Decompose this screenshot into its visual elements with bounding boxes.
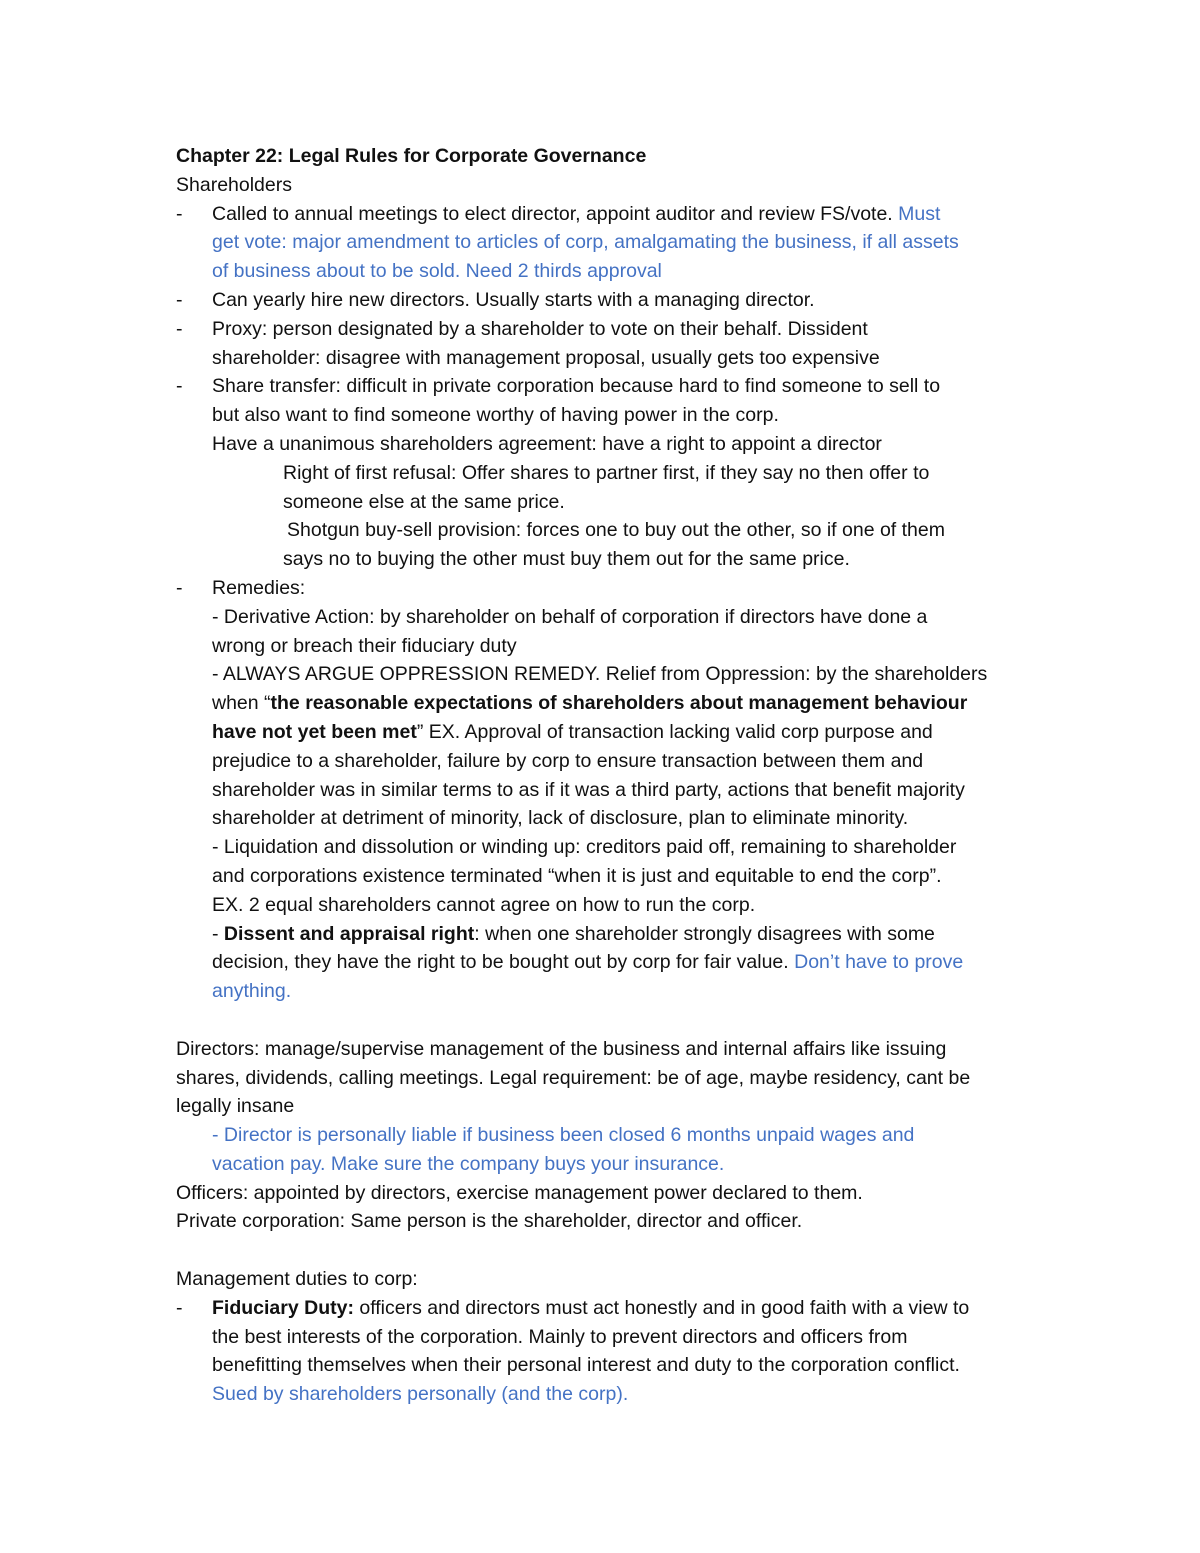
bullet-fiduciary-duty: - Fiduciary Duty: officers and directors must act honestly and in good faith with a view to the best interests of the corporation. Mainly to prevent directors and officers from benefitting themselves when their personal interest and duty to the corporation conflict. Sued by shareholders personally (and the corp). bbox=[176, 1294, 1070, 1409]
private-corp-paragraph: Private corporation: Same person is the shareholder, director and officer. bbox=[176, 1210, 803, 1233]
bullet-dash: - bbox=[176, 317, 183, 340]
highlight-note: get vote: major amendment to articles of corp, amalgamating the business, if all assets bbox=[212, 231, 959, 254]
bullet-dash: - bbox=[176, 1296, 183, 1319]
bullet-share-transfer: - Share transfer: difficult in private corporation because hard to find someone to sell to but also want to find someone worthy of having power in the corp. Have a unanimous shareholders agreement: have a right to appoint a director Right of first refusal: Offer shares to partner first, if they say no then offer to someone else at the same price. Shotgun buy-sell provision: forces one to buy out the other, so if one of them says no to buying the other must buy them out for the same price. bbox=[176, 372, 1070, 574]
highlight-note: Don’t have to prove bbox=[794, 951, 964, 974]
bullet-annual-meetings: - Called to annual meetings to elect director, appoint auditor and review FS/vote. Must get vote: major amendment to articles of corp, amalgamating the business, if all assets of business about to be sold. Need 2 thirds approval bbox=[176, 200, 1070, 286]
highlight-note: vacation pay. Make sure the company buys your insurance. bbox=[212, 1152, 725, 1175]
remedies-heading: Remedies: bbox=[212, 576, 306, 599]
remedy-derivative: - Derivative Action: by shareholder on behalf of corporation if directors have done a bbox=[212, 605, 928, 628]
document-page: Chapter 22: Legal Rules for Corporate Governance Shareholders - Called to annual meetings to elect director, appoint auditor and review FS/vote. Must get vote: major amendment to articles of corp, amalgamating the business, if all assets of business about to be sold. Need 2 thirds approval - Can yearly hire new directors. Usually starts with a managing director. - Proxy: person designated by a shareholder to vote on their behalf. Dissident shareholder: disagree with management proposal, usually gets too expensive - Share transfer: difficult in private corporation because hard to find someone to sell to but also want to find someone worthy of having power in the corp. Have a unanimous shareholders agreement: have a right to appoint a director Right of first refusal: Offer shares to partner first, if they say no then offer to someone else at the same price. Shotgun buy-sell provision: forces one to buy out the other, so if one of them says no to buying the other must buy them out for the same price. - Remedies: - Derivative Action: by shareholder on behalf of corporation if directors have done a wrong or breach their fiduciary duty - ALWAYS ARGUE OPPRESSION REMEDY. Relief from Oppression: by the shareholders when “the reasonable expectations of shareholders about management behaviour have not yet been met” EX. Approval of transaction lacking valid corp purpose and prejudice to a shareholder, failure by corp to ensure transaction between them and shareholder was in similar terms to as if it was a third party, actions that benefit majority shareholder at detriment of minority, lack of disclosure, plan to eliminate minority. - Liquidation and dissolution or winding up: creditors paid off, remaining to shareholder and corporations existence terminated “when it is just and equitable to end the corp”. EX. 2 equal shareholders cannot agree on how to run the corp. - Dissent and appraisal right: when one shareholder strongly disagrees with some decision, they have the right to be bought out by corp for fair value. Don’t have to prove anything. Directors: manage/supervise management of the business and internal affairs like issuing shares, dividends, calling meetings. Legal requirement: be of age, maybe residency, cant be legally insane - Director is personally liable if business been closed 6 months unpaid wages and vacation pay. Make sure the company buys your insurance. Officers: appointed by directors, exercise management power declared to them. Private corporation: Same person is the shareholder, director and officer. Management duties to corp: - Fiduciary Duty: officers and directors must act honestly and in good faith with a view to the best interests of the corporation. Mainly to prevent directors and officers from benefitting themselves when their personal interest and duty to the corporation conflict. Sued by shareholders personally (and the corp). bbox=[0, 0, 1200, 1553]
highlight-note: Sued by shareholders personally (and the corp). bbox=[212, 1383, 629, 1406]
page-title: Chapter 22: Legal Rules for Corporate Governance bbox=[176, 145, 647, 167]
directors-paragraph: Directors: manage/supervise management of the business and internal affairs like issuing bbox=[176, 1037, 947, 1060]
bullet-dash: - bbox=[176, 202, 183, 225]
paragraph-gap bbox=[176, 1236, 1070, 1265]
officers-paragraph: Officers: appointed by directors, exercise management power declared to them. bbox=[176, 1181, 863, 1204]
highlight-note: - Director is personally liable if business been closed 6 months unpaid wages and bbox=[212, 1124, 915, 1147]
remedy-dissent: - Dissent and appraisal right: when one shareholder strongly disagrees with some bbox=[212, 922, 935, 945]
highlight-note: Must bbox=[898, 202, 941, 225]
management-heading: Management duties to corp: bbox=[176, 1268, 418, 1291]
paragraph-gap bbox=[176, 1006, 1070, 1035]
bullet-dash: - bbox=[176, 288, 183, 311]
bullet-proxy: - Proxy: person designated by a shareholder to vote on their behalf. Dissident shareholder: disagree with management proposal, usually gets too expensive bbox=[176, 315, 1070, 373]
sub-item-first-refusal: Right of first refusal: Offer shares to partner first, if they say no then offer to bbox=[283, 461, 930, 484]
bullet-remedies: - Remedies: - Derivative Action: by shareholder on behalf of corporation if directors have done a wrong or breach their fiduciary duty - ALWAYS ARGUE OPPRESSION REMEDY. Relief from Oppression: by the shareholders when “the reasonable expectations of shareholders about management behaviour have not yet been met” EX. Approval of transaction lacking valid corp purpose and prejudice to a shareholder, failure by corp to ensure transaction between them and shareholder was in similar terms to as if it was a third party, actions that benefit majority shareholder at detriment of minority, lack of disclosure, plan to eliminate minority. - Liquidation and dissolution or winding up: creditors paid off, remaining to shareholder and corporations existence terminated “when it is just and equitable to end the corp”. EX. 2 equal shareholders cannot agree on how to run the corp. - Dissent and appraisal right: when one shareholder strongly disagrees with some decision, they have the right to be bought out by corp for fair value. Don’t have to prove anything. bbox=[176, 574, 1070, 1006]
bullet-dash: - bbox=[176, 375, 183, 398]
remedy-oppression: - ALWAYS ARGUE OPPRESSION REMEDY. Relief from Oppression: by the shareholders bbox=[212, 663, 988, 686]
highlight-note: of business about to be sold. Need 2 thirds approval bbox=[212, 260, 662, 283]
sub-item-shotgun: Shotgun buy-sell provision: forces one to buy out the other, so if one of them bbox=[287, 519, 945, 542]
bullet-hire-directors: - Can yearly hire new directors. Usually starts with a managing director. bbox=[176, 286, 1070, 315]
highlight-note: anything. bbox=[212, 980, 292, 1003]
shareholders-heading: Shareholders bbox=[176, 173, 292, 196]
remedy-liquidation: - Liquidation and dissolution or winding up: creditors paid off, remaining to shareholder bbox=[212, 836, 957, 859]
bullet-dash: - bbox=[176, 576, 183, 599]
